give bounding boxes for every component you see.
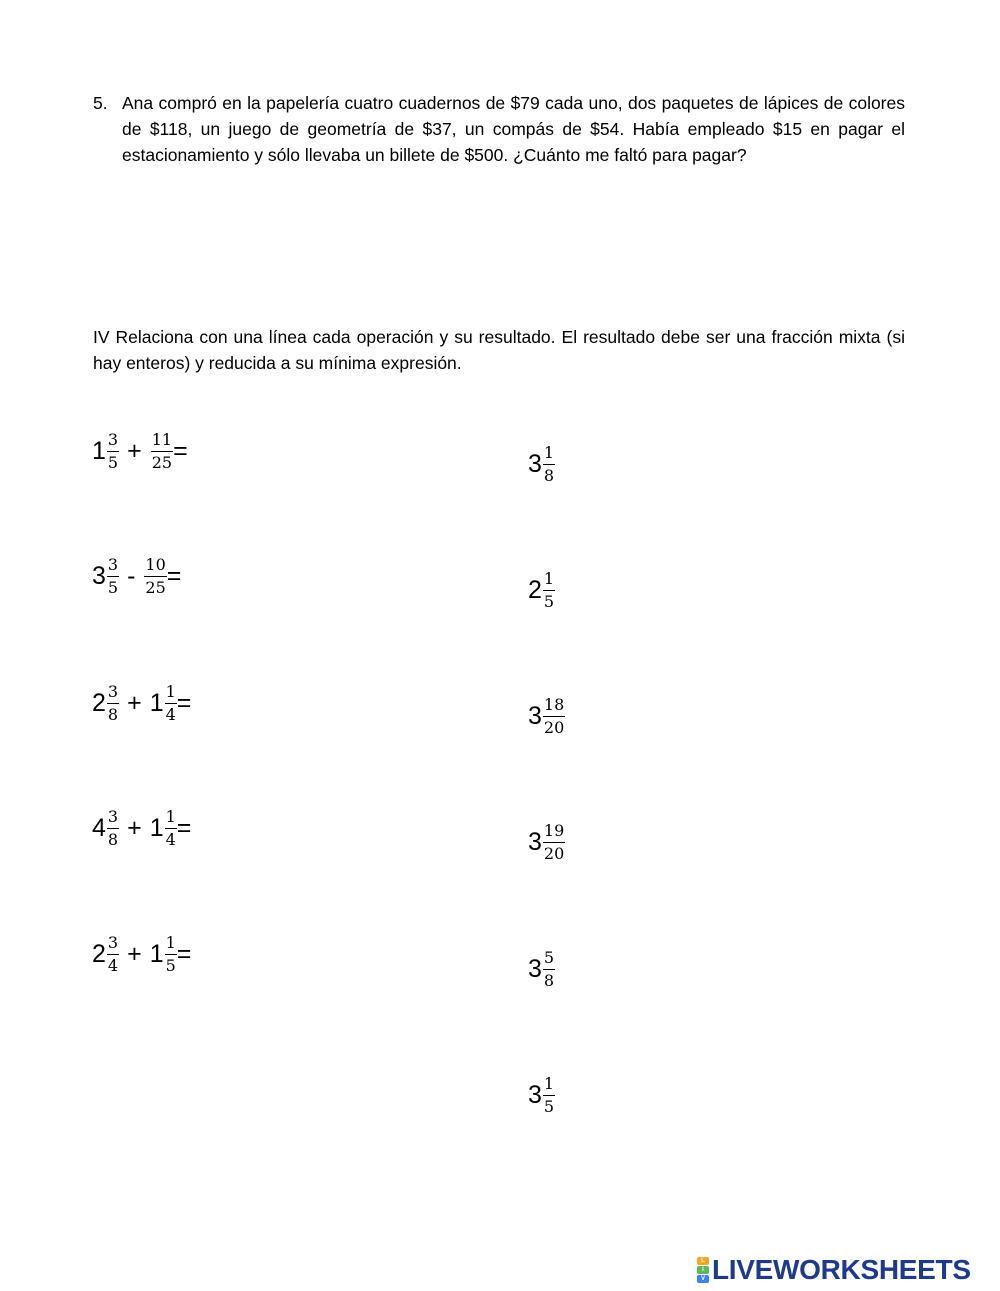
whole: 1: [149, 689, 164, 717]
whole: 2: [528, 576, 542, 604]
equals-sign: =: [173, 437, 188, 465]
operation-4[interactable]: [92, 809, 191, 848]
result-3[interactable]: [528, 697, 565, 736]
problem-text: Ana compró en la papelería cuatro cuadernos de $79 cada uno, dos paquetes de lápices de colores de $118, un juego de geometría de $37, un compás de $54. Había empleado $15 en pagar el estacionamiento y sólo llevaba un billete de $500. ¿Cuánto me faltó para pagar?: [122, 93, 905, 165]
fraction: $\frac{1}{8}$: [543, 443, 555, 485]
fraction: $\frac{1}{4}$: [165, 682, 176, 724]
equals-sign: =: [176, 689, 192, 717]
whole: 2: [92, 940, 106, 968]
fraction: $\frac{1}{5}$: [543, 569, 555, 611]
operator: +: [127, 437, 142, 465]
whole: 3: [92, 562, 106, 590]
fraction: $\frac{3}{8}$: [107, 807, 119, 849]
whole: 3: [528, 955, 542, 983]
operator: +: [127, 814, 142, 842]
result-6[interactable]: [528, 1076, 555, 1115]
equals-sign: =: [176, 814, 192, 842]
result-4[interactable]: [528, 823, 565, 862]
whole: 1: [149, 814, 164, 842]
operator: -: [127, 562, 136, 590]
operation-5[interactable]: [92, 935, 191, 974]
fraction: $\frac{1}{4}$: [165, 807, 176, 849]
whole: 3: [528, 828, 542, 856]
fraction: $\frac{18}{20}$: [543, 695, 565, 737]
equals-sign: =: [176, 940, 192, 968]
result-5[interactable]: [528, 950, 555, 989]
whole: 1: [92, 437, 106, 465]
operator: +: [127, 689, 142, 717]
result-1[interactable]: [528, 445, 555, 484]
fraction: $\frac{3}{8}$: [107, 682, 119, 724]
logo-text: LIVEWORKSHEETS: [712, 1254, 971, 1285]
whole: 4: [92, 814, 106, 842]
liveworksheets-logo: [697, 1256, 971, 1284]
fraction: $\frac{1}{5}$: [165, 933, 176, 975]
problem-5: [93, 90, 905, 168]
result-2[interactable]: [528, 571, 555, 610]
operation-2[interactable]: [92, 557, 181, 596]
fraction: $\frac{19}{20}$: [543, 821, 565, 863]
fraction: $\frac{3}{5}$: [107, 430, 119, 472]
fraction: $\frac{3}{5}$: [107, 555, 119, 597]
equals-sign: =: [166, 562, 182, 590]
fraction: $\frac{11}{25}$: [151, 430, 173, 472]
fraction: $\frac{3}{4}$: [107, 933, 119, 975]
fraction: $\frac{10}{25}$: [145, 555, 166, 597]
operator: +: [127, 940, 142, 968]
problem-number: 5.: [93, 93, 108, 113]
whole: 1: [149, 940, 164, 968]
fraction: $\frac{1}{5}$: [543, 1074, 555, 1116]
whole: 3: [528, 1081, 542, 1109]
whole: 2: [92, 689, 106, 717]
whole: 3: [528, 450, 542, 478]
fraction: $\frac{5}{8}$: [543, 948, 555, 990]
operation-3[interactable]: [92, 684, 191, 723]
section-instructions: IV Relaciona con una línea cada operación y su resultado. El resultado debe ser una fracción mixta (si hay enteros) y reducida a su mínima expresión.: [93, 327, 905, 373]
whole: 3: [528, 702, 542, 730]
logo-mark-icon: L I V: [697, 1257, 709, 1283]
operation-1[interactable]: [92, 432, 188, 471]
